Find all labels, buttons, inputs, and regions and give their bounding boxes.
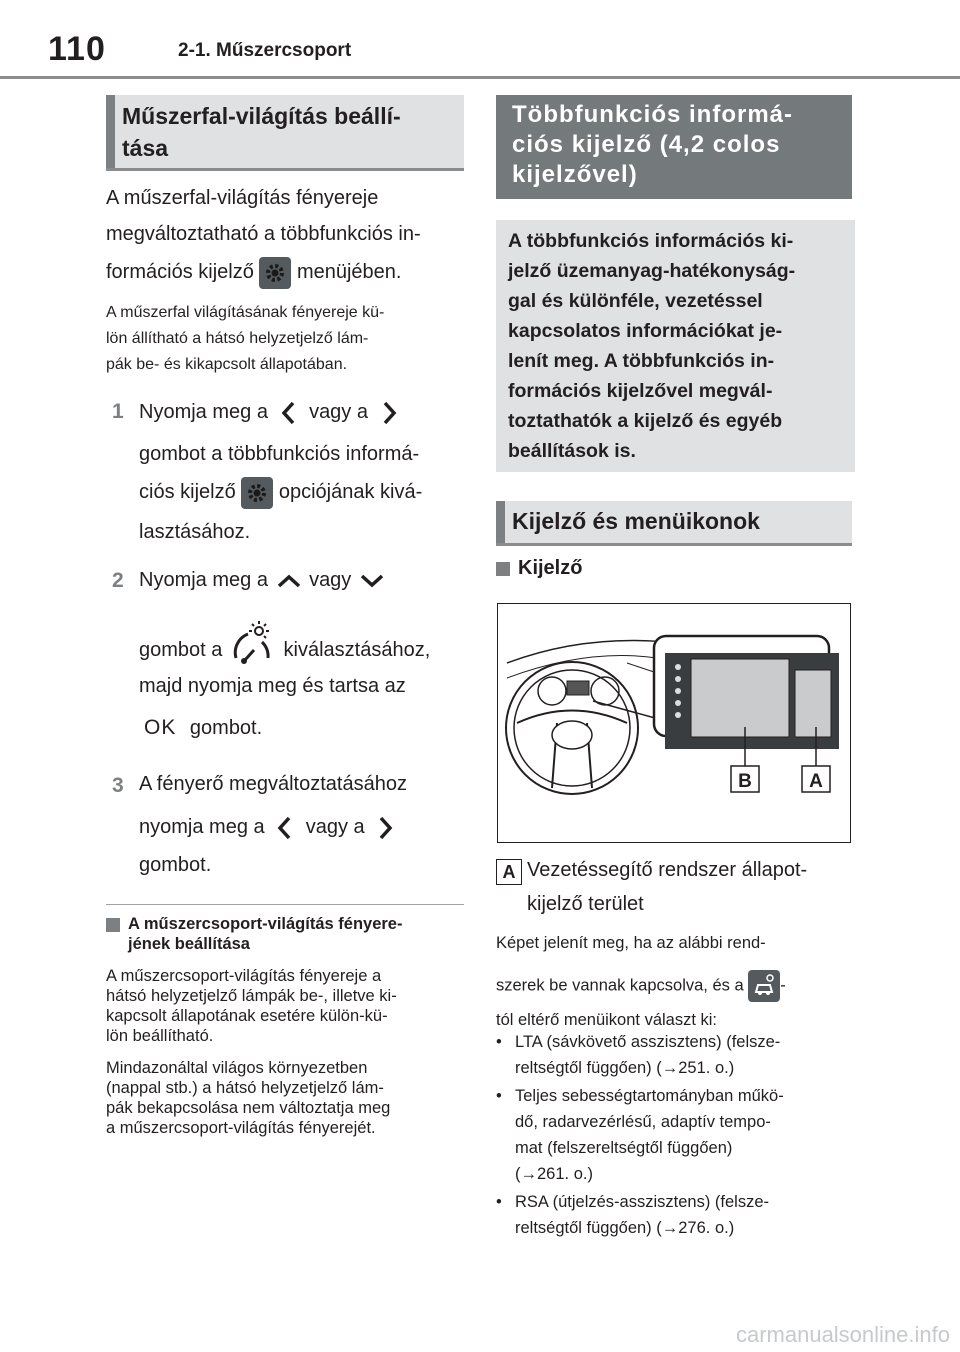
dark-title-line3: kijelzővel) — [512, 161, 638, 188]
page-number: 110 — [48, 30, 106, 68]
intro-line3b: menüjében. — [296, 261, 402, 283]
summary-line: jelző üzemanyag-hatékonyság- — [508, 260, 796, 282]
dark-heading-box — [496, 95, 852, 199]
list-item: • — [496, 1033, 502, 1051]
step2-text-a: Nyomja meg a — [139, 569, 268, 591]
heading-bar — [106, 95, 115, 168]
square-bullet-icon — [106, 918, 120, 932]
summary-line: A többfunkciós információs ki- — [508, 230, 794, 252]
step2-text-d: kiválasztásához, — [283, 639, 431, 661]
bullet3-line1: RSA (útjelzés-asszisztens) (felsze- — [515, 1193, 769, 1211]
kijelzo-subheading — [496, 550, 582, 586]
para2-line1: Mindazonáltal világos környezetben — [106, 1059, 368, 1077]
step2-line2 — [139, 620, 430, 670]
body-line2 — [496, 970, 786, 1002]
step3-number: 3 — [112, 774, 124, 797]
bullet3-line2: reltségtől függően) (→276. o.) — [515, 1219, 735, 1237]
subheading-line1 — [106, 914, 402, 934]
square-bullet-icon — [496, 562, 510, 576]
label-a-box: A — [496, 859, 522, 885]
step1-line2: gombot a többfunkciós informá- — [139, 443, 420, 465]
note-line1: A műszerfal világításának fényereje kü- — [106, 304, 385, 321]
summary-line: gal és különféle, vezetéssel — [508, 290, 763, 312]
driving-assist-icon — [748, 970, 780, 1002]
note-line3: pák be- és kikapcsolt állapotában. — [106, 356, 348, 373]
body-line2-dash: - — [780, 976, 786, 995]
chevron-right-icon — [374, 398, 404, 428]
kijelzo-label: Kijelző — [518, 557, 583, 579]
step1-number: 1 — [112, 400, 124, 423]
step2-line4 — [144, 710, 262, 746]
para1-line2: hátsó helyzetjelző lámpák be-, illetve ki- — [106, 987, 397, 1005]
header-divider — [0, 76, 960, 79]
body-line1: Képet jelenít meg, ha az alábbi rend- — [496, 934, 766, 952]
heading-box-right — [496, 501, 852, 543]
summary-text — [508, 226, 795, 466]
intro-line3a: formációs kijelző — [106, 261, 254, 283]
dashboard-illustration — [497, 603, 851, 843]
section-title: 2-1. Műszercsoport — [178, 40, 352, 61]
desc-a-line1: Vezetéssegítő rendszer állapot- — [527, 859, 808, 881]
subheading-text1: A műszercsoport-világítás fényere- — [128, 915, 403, 933]
step3-line3: gombot. — [139, 854, 212, 876]
summary-line: lenít meg. A többfunkciós in- — [508, 350, 775, 372]
dark-title-line1: Többfunkciós informá- — [512, 101, 793, 128]
chevron-right-icon — [370, 813, 400, 843]
bullet1-line2: reltségtől függően) (→251. o.) — [515, 1059, 735, 1077]
chevron-left-icon — [270, 813, 300, 843]
step3-text-b: vagy a — [305, 816, 365, 838]
bullet1-line1: LTA (sávkövető asszisztens) (felsze- — [515, 1033, 781, 1051]
step3-text-a: nyomja meg a — [139, 816, 265, 838]
summary-box — [496, 220, 855, 472]
bullet2-line4: (→261. o.) — [515, 1165, 593, 1183]
para2-line4: a műszercsoport-világítás fényerejét. — [106, 1119, 376, 1137]
chevron-down-icon — [357, 568, 387, 594]
callout-a: A — [809, 771, 823, 792]
subheading-line2: jének beállítása — [128, 935, 250, 953]
desc-a-line2: kijelző terület — [527, 893, 644, 915]
body-line3: tól eltérő menüikont választ ki: — [496, 1011, 718, 1029]
heading-title-line2: tása — [122, 135, 169, 161]
para1-line4: lön beállítható. — [106, 1027, 214, 1045]
step1-text-a: Nyomja meg a — [139, 401, 268, 423]
intro-line3 — [106, 254, 401, 290]
step2-text-e: gombot. — [189, 717, 263, 739]
ok-button-icon: OK — [144, 716, 177, 739]
step1-text-d: opciójának kivá- — [278, 481, 423, 503]
heading-bar — [496, 501, 505, 543]
step2-line3: majd nyomja meg és tartsa az — [139, 675, 406, 697]
bullet2-line1: Teljes sebességtartományban műkö- — [515, 1087, 784, 1105]
bullet2-line3: mat (felszereltségtől függően) — [515, 1139, 733, 1157]
heading-box-left — [106, 95, 464, 168]
intro-line1: A műszerfal-világítás fényereje — [106, 187, 379, 209]
intro-line2: megváltoztatható a többfunkciós in- — [106, 223, 421, 245]
section-separator — [106, 904, 464, 905]
heading-underline — [496, 543, 852, 546]
section2-title: Kijelző és menüikonok — [512, 508, 760, 534]
para2-line3: pák bekapcsolása nem változtatja meg — [106, 1099, 391, 1117]
footer-watermark: carmanualsonline.info — [735, 1322, 950, 1347]
chevron-up-icon — [274, 568, 304, 594]
step2-text-b: vagy — [309, 569, 352, 591]
step1-line4: lasztásához. — [139, 521, 251, 543]
step2-number: 2 — [112, 569, 124, 592]
summary-line: toztathatók a kijelző és egyéb — [508, 410, 783, 432]
para2-line2: (nappal stb.) a hátsó helyzetjelző lám- — [106, 1079, 384, 1097]
summary-line: kapcsolatos információkat je- — [508, 320, 783, 342]
para1-line1: A műszercsoport-világítás fényereje a — [106, 967, 382, 985]
step3-line2 — [139, 809, 400, 845]
step3-line1: A fényerő megváltoztatásához — [139, 773, 407, 795]
step1-text-b: vagy a — [309, 401, 368, 423]
dark-title-line2: ciós kijelző (4,2 colos — [512, 131, 781, 158]
list-item: • — [496, 1193, 502, 1211]
settings-gear-icon — [241, 477, 273, 509]
heading-title-line1: Műszerfal-világítás beállí- — [122, 103, 401, 129]
bullet2-line2: dő, radarvezérlésű, adaptív tempo- — [515, 1113, 771, 1131]
para1-line3: kapcsolt állapotának esetére külön-kü- — [106, 1007, 388, 1025]
step1-line3 — [139, 474, 422, 510]
step2-line1 — [139, 562, 387, 598]
summary-line: beállítások is. — [508, 440, 636, 462]
body-line2-text: szerek be vannak kapcsolva, és a — [496, 976, 744, 995]
summary-line: formációs kijelzővel megvál- — [508, 380, 773, 402]
instrument-brightness-icon — [228, 620, 278, 670]
callout-b: B — [738, 771, 752, 792]
step1-text-c: ciós kijelző — [139, 481, 236, 503]
step1-line1 — [139, 394, 404, 430]
note-line2: lön állítható a hátsó helyzetjelző lám- — [106, 330, 369, 347]
step2-text-c: gombot a — [139, 639, 223, 661]
chevron-left-icon — [274, 398, 304, 428]
heading-underline — [106, 168, 464, 171]
settings-gear-icon — [259, 257, 291, 289]
list-item: • — [496, 1087, 502, 1105]
